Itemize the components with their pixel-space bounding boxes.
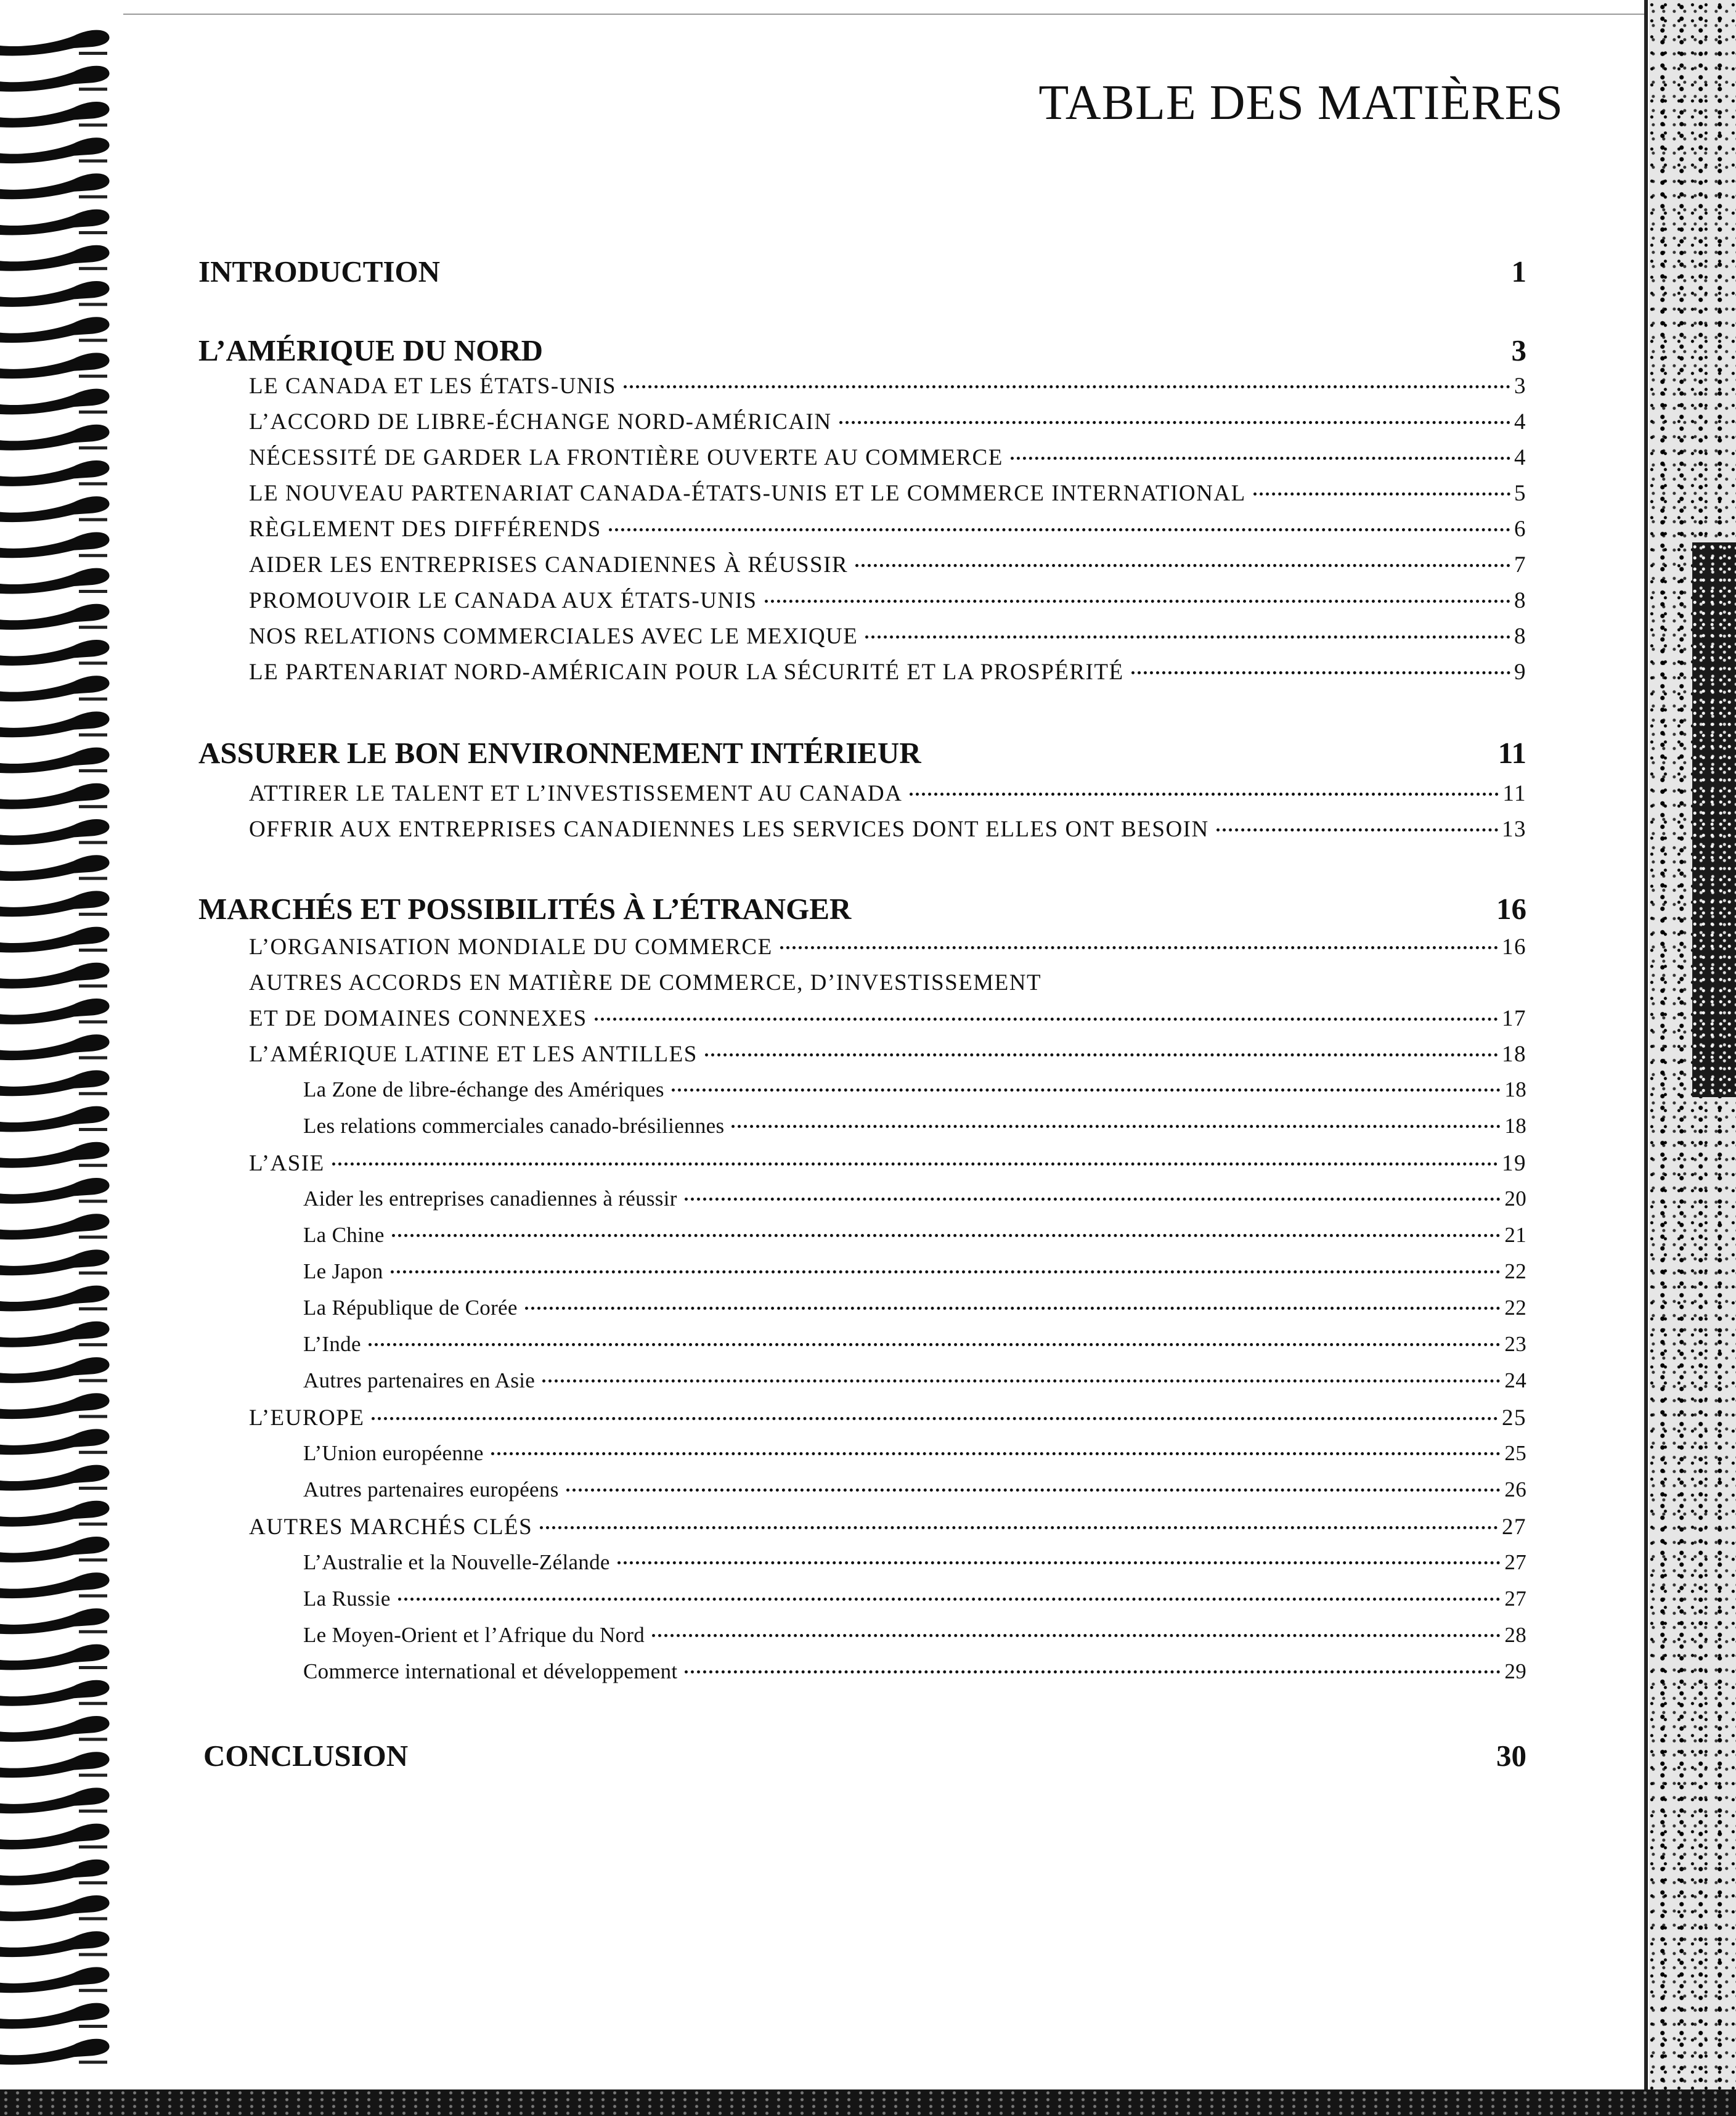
binding-coil	[0, 568, 110, 594]
binding-coil	[0, 210, 110, 235]
toc-entry	[249, 373, 1526, 406]
dot-leader	[372, 1417, 1498, 1420]
binding-coil	[0, 1178, 110, 1204]
page-title: TABLE DES MATIÈRES	[1038, 76, 1563, 130]
binding-coil	[0, 748, 110, 774]
page-top-edge	[123, 14, 1645, 15]
toc-page: 4	[1514, 445, 1526, 470]
binding-coil	[0, 2003, 110, 2029]
toc-page: 11	[1502, 781, 1526, 806]
binding-coil	[0, 1787, 110, 1813]
binding-coil	[0, 1357, 110, 1383]
toc-entry	[249, 1041, 1526, 1074]
binding-coil	[0, 1680, 110, 1706]
toc-page: 3	[1514, 374, 1526, 399]
toc-label: L’Union européenne	[303, 1441, 484, 1465]
toc-page: 5	[1514, 481, 1526, 506]
dot-leader	[391, 1270, 1501, 1273]
section-label: MARCHÉS ET POSSIBILITÉS À L’ÉTRANGER	[198, 892, 852, 926]
toc-page: 13	[1502, 817, 1526, 842]
binding-coil	[0, 1824, 110, 1850]
toc-label: Autres partenaires en Asie	[303, 1368, 536, 1392]
toc-page: 4	[1514, 409, 1526, 435]
dot-leader	[855, 564, 1510, 567]
binding-coil	[0, 1214, 110, 1240]
toc-page: 24	[1504, 1368, 1526, 1392]
toc-entry	[249, 409, 1526, 442]
dot-leader	[839, 421, 1510, 424]
toc-page: 26	[1504, 1477, 1526, 1501]
toc-page: 27	[1504, 1587, 1526, 1611]
toc-page: 6	[1514, 517, 1526, 542]
toc-subentry	[303, 1332, 1526, 1365]
binding-coil	[0, 1142, 110, 1168]
binding-coil	[0, 999, 110, 1024]
binding-coil	[0, 425, 110, 451]
binding-coil	[0, 1895, 110, 1921]
dot-leader	[332, 1162, 1498, 1166]
toc-label: LE CANADA ET LES ÉTATS-UNIS	[249, 374, 616, 399]
background-bottom	[0, 2089, 1736, 2116]
toc-page: 8	[1514, 588, 1526, 613]
toc-entry	[249, 1005, 1526, 1039]
dot-leader	[525, 1307, 1501, 1310]
dot-leader	[765, 600, 1510, 603]
binding-coil	[0, 389, 110, 415]
dot-leader	[369, 1343, 1501, 1346]
toc-subentry	[303, 1114, 1526, 1147]
binding-coil	[0, 891, 110, 917]
toc-label: L’ASIE	[249, 1151, 325, 1176]
toc-label: PROMOUVOIR LE CANADA AUX ÉTATS-UNIS	[249, 588, 757, 613]
binding-coil	[0, 1931, 110, 1957]
binding-coil	[0, 1106, 110, 1132]
binding-coil	[0, 783, 110, 809]
dot-leader	[617, 1561, 1501, 1564]
toc-label: L’ACCORD DE LIBRE-ÉCHANGE NORD-AMÉRICAIN	[249, 409, 832, 435]
toc-label: L’AMÉRIQUE LATINE ET LES ANTILLES	[249, 1042, 698, 1067]
section-introduction	[198, 254, 1526, 289]
toc-page: 16	[1502, 934, 1526, 960]
dot-leader	[1011, 457, 1510, 460]
dot-leader	[672, 1089, 1501, 1092]
toc-subentry	[303, 1259, 1526, 1293]
dot-leader	[392, 1234, 1501, 1237]
binding-coil	[0, 532, 110, 558]
toc-entry	[249, 1405, 1526, 1438]
toc-label: La Zone de libre-échange des Amériques	[303, 1077, 664, 1101]
toc-entry	[249, 780, 1526, 814]
section-page: 16	[1496, 892, 1526, 926]
toc-label: La Chine	[303, 1223, 385, 1247]
binding-coil	[0, 137, 110, 163]
toc-entry	[249, 816, 1526, 849]
dot-leader	[705, 1053, 1498, 1056]
section-label: INTRODUCTION	[198, 255, 441, 288]
toc-page: 19	[1502, 1151, 1526, 1176]
toc-page: 17	[1502, 1006, 1526, 1031]
binding-coil	[0, 66, 110, 92]
section-amerique-du-nord	[198, 333, 1526, 368]
toc-label: Le Japon	[303, 1259, 383, 1283]
background-texture	[1649, 0, 1736, 2116]
dot-leader	[609, 528, 1510, 531]
toc-page: 21	[1504, 1223, 1526, 1247]
dot-leader	[1253, 492, 1510, 496]
dot-leader	[910, 793, 1499, 796]
toc-label: ET DE DOMAINES CONNEXES	[249, 1006, 587, 1031]
binding-coil	[0, 1608, 110, 1634]
binding-coil	[0, 1967, 110, 1993]
binding-coil	[0, 245, 110, 271]
binding-coil	[0, 1501, 110, 1527]
binding-coil	[0, 855, 110, 881]
binding-coil	[0, 1572, 110, 1598]
dot-leader	[566, 1489, 1501, 1492]
toc-page: 22	[1504, 1296, 1526, 1320]
spiral-binding	[0, 0, 129, 2116]
section-page: 30	[1496, 1739, 1526, 1773]
toc-label: NÉCESSITÉ DE GARDER LA FRONTIÈRE OUVERTE AU COMMERCE	[249, 445, 1003, 470]
toc-subentry	[303, 1477, 1526, 1511]
toc-entry	[249, 444, 1526, 478]
toc-label: AUTRES MARCHÉS CLÉS	[249, 1514, 533, 1540]
toc-entry	[249, 480, 1526, 513]
toc-page: 8	[1514, 624, 1526, 649]
toc-label: AUTRES ACCORDS EN MATIÈRE DE COMMERCE, D’INVESTISSEMENT	[249, 970, 1042, 995]
toc-label: Aider les entreprises canadiennes à réussir	[303, 1187, 677, 1211]
binding-coil	[0, 281, 110, 307]
toc-label: AIDER LES ENTREPRISES CANADIENNES À RÉUSSIR	[249, 552, 849, 578]
toc-subentry	[303, 1368, 1526, 1402]
binding-coil	[0, 1034, 110, 1060]
section-page: 1	[1511, 255, 1526, 288]
binding-coil	[0, 173, 110, 199]
toc-subentry	[303, 1659, 1526, 1693]
dot-leader	[542, 1379, 1501, 1383]
binding-coil	[0, 496, 110, 522]
toc-page: 25	[1502, 1405, 1526, 1431]
section-label: L’AMÉRIQUE DU NORD	[198, 333, 544, 367]
toc-page: 29	[1504, 1659, 1526, 1683]
toc-label: ATTIRER LE TALENT ET L’INVESTISSEMENT AU CANADA	[249, 781, 903, 806]
toc-subentry	[303, 1623, 1526, 1656]
toc-subentry	[303, 1441, 1526, 1474]
dot-leader	[652, 1634, 1501, 1637]
binding-coil	[0, 317, 110, 343]
section-label: ASSURER LE BON ENVIRONNEMENT INTÉRIEUR	[198, 736, 921, 770]
binding-coil	[0, 1070, 110, 1096]
toc-subentry	[303, 1187, 1526, 1220]
dot-leader	[540, 1526, 1498, 1529]
dot-leader	[1131, 671, 1510, 674]
toc-page: 22	[1504, 1259, 1526, 1283]
dot-leader	[398, 1598, 1501, 1601]
toc-label: NOS RELATIONS COMMERCIALES AVEC LE MEXIQUE	[249, 624, 858, 649]
toc-page: 27	[1504, 1550, 1526, 1574]
toc-label: LE NOUVEAU PARTENARIAT CANADA-ÉTATS-UNIS ET LE COMMERCE INTERNATIONAL	[249, 481, 1246, 506]
binding-coil	[0, 2039, 110, 2065]
toc-label: Les relations commerciales canado-brésiliennes	[303, 1114, 725, 1138]
section-marches-etranger	[198, 891, 1526, 926]
toc-label: Autres partenaires européens	[303, 1477, 559, 1501]
toc-entry	[249, 934, 1526, 967]
toc-page: 28	[1504, 1623, 1526, 1647]
binding-coil	[0, 711, 110, 737]
binding-coil	[0, 927, 110, 953]
binding-coil	[0, 1286, 110, 1312]
dot-leader	[685, 1198, 1501, 1201]
toc-page: 25	[1504, 1441, 1526, 1465]
binding-coil	[0, 1537, 110, 1562]
toc-label: La Russie	[303, 1587, 391, 1611]
binding-coil	[0, 676, 110, 701]
toc-label: OFFRIR AUX ENTREPRISES CANADIENNES LES SERVICES DONT ELLES ONT BESOIN	[249, 817, 1209, 842]
toc-page: 20	[1504, 1187, 1526, 1211]
binding-coil	[0, 1429, 110, 1455]
binding-coil	[0, 1321, 110, 1347]
dot-leader	[780, 946, 1498, 949]
toc-subentry	[303, 1077, 1526, 1111]
toc-entry	[249, 587, 1526, 621]
binding-coil	[0, 102, 110, 128]
toc-label: Le Moyen-Orient et l’Afrique du Nord	[303, 1623, 645, 1647]
binding-coil	[0, 1465, 110, 1491]
dot-leader	[685, 1670, 1501, 1673]
binding-coil	[0, 1716, 110, 1742]
dot-leader	[865, 635, 1510, 639]
toc-entry	[249, 659, 1526, 692]
toc-page: 23	[1504, 1332, 1526, 1356]
toc-entry	[249, 623, 1526, 656]
toc-page: 7	[1514, 552, 1526, 578]
binding-coil	[0, 1393, 110, 1419]
section-conclusion	[203, 1738, 1526, 1773]
toc-entry	[249, 1150, 1526, 1183]
toc-label: La République de Corée	[303, 1296, 518, 1320]
toc-page: 27	[1502, 1514, 1526, 1540]
toc-label: L’EUROPE	[249, 1405, 365, 1431]
binding-coil	[0, 1860, 110, 1885]
dot-leader	[624, 385, 1510, 388]
toc-page: 18	[1504, 1114, 1526, 1138]
binding-coil	[0, 1249, 110, 1275]
toc-entry	[249, 516, 1526, 549]
toc-page: 18	[1502, 1042, 1526, 1067]
toc-subentry	[303, 1223, 1526, 1256]
dot-leader	[731, 1125, 1501, 1128]
binding-coil	[0, 963, 110, 989]
binding-coil	[0, 819, 110, 845]
binding-coil	[0, 640, 110, 666]
toc-label: RÈGLEMENT DES DIFFÉRENDS	[249, 517, 601, 542]
toc-subentry	[303, 1296, 1526, 1329]
section-page: 3	[1511, 333, 1526, 367]
toc-label: Commerce international et développement	[303, 1659, 678, 1683]
toc-label: L’Inde	[303, 1332, 361, 1356]
dot-leader	[491, 1452, 1501, 1455]
binding-coil	[0, 604, 110, 630]
binding-coil	[0, 30, 110, 56]
toc-page: 9	[1514, 660, 1526, 685]
toc-label: L’ORGANISATION MONDIALE DU COMMERCE	[249, 934, 773, 960]
section-page: 11	[1498, 736, 1526, 770]
dot-leader	[1216, 828, 1498, 831]
toc-entry-line	[249, 970, 1041, 1003]
binding-coil	[0, 1644, 110, 1670]
toc-subentry	[303, 1587, 1526, 1620]
dot-leader	[595, 1018, 1498, 1021]
binding-coil	[0, 353, 110, 378]
toc-entry	[249, 552, 1526, 585]
toc-label: LE PARTENARIAT NORD-AMÉRICAIN POUR LA SÉCURITÉ ET LA PROSPÉRITÉ	[249, 660, 1124, 685]
toc-subentry	[303, 1550, 1526, 1583]
binding-coil	[0, 460, 110, 486]
toc-entry	[249, 1514, 1526, 1547]
binding-coil	[0, 1752, 110, 1778]
section-environnement-interieur	[198, 735, 1526, 770]
section-label: CONCLUSION	[203, 1739, 409, 1773]
toc-label: L’Australie et la Nouvelle-Zélande	[303, 1550, 610, 1574]
toc-page: 18	[1504, 1077, 1526, 1101]
page-right-edge	[1644, 0, 1648, 2102]
